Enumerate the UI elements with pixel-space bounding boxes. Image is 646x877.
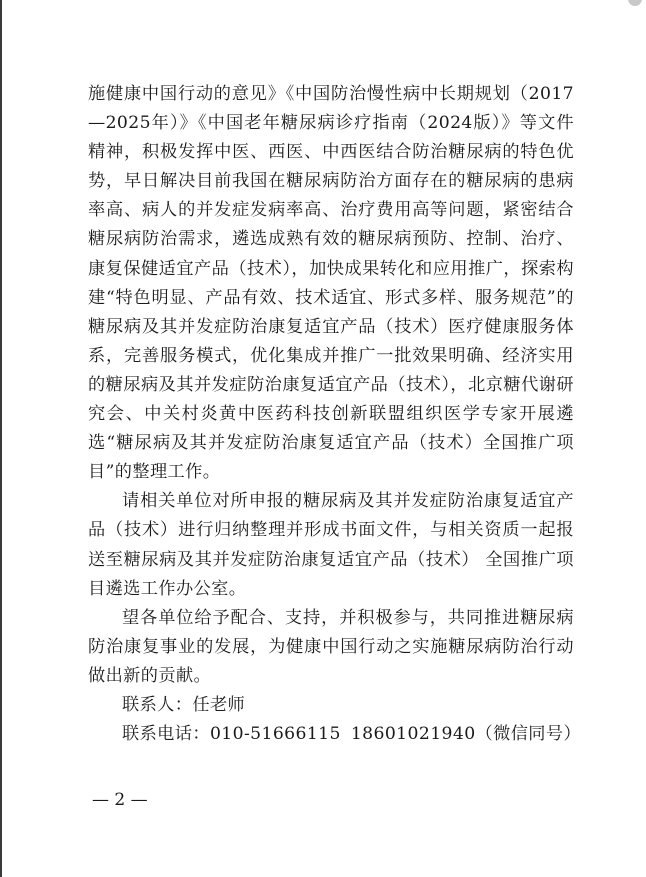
contact-phone-landline: 联系电话：010-51666115 <box>122 724 341 745</box>
page-left-border <box>0 0 2 877</box>
contact-person: 联系人：任老师 <box>122 694 246 715</box>
corner-mark <box>628 0 642 6</box>
contact-phone <box>88 720 582 750</box>
paragraph-submission-request: 请相关单位对所申报的糖尿病及其并发症防治康复适宜产品（技术）进行归纳整理并形成书面文件，与相关资质一起报送至糖尿病及其并发症防治康复适宜产品（技术） 全国推广项目遴选工作办公室。 <box>88 491 574 599</box>
paragraph-continuation: 施健康中国行动的意见》《中国防治慢性病中长期规划（2017—2025年）》《中国老年糖尿病诊疗指南（2024版）》等文件精神，积极发挥中医、西医、中西医结合防治糖尿病的特色优势，早日解决目前我国在糖尿病防治方面存在的糖尿病的患病率高、病人的并发症发病率高、治疗费用高等问题，紧密结合糖尿病防治需求，遴选成熟有效的糖尿病预防、控制、治疗、康复保健适宜产品（技术），加快成果转化和应用推广，探索构建“特色明显、产品有效、技术适宜、形式多样、服务规范”的糖尿病及其并发症防治康复适宜产品（技术）医疗健康服务体系，完善服务模式，优化集成并推广一批效果明确、经济实用的糖尿病及其并发症防治康复适宜产品（技术），北京糖代谢研究会、中关村炎黄中医药科技创新联盟组织医学专家开展遴选“糖尿病及其并发症防治康复适宜产品（技术）全国推广项目”的整理工作。 <box>88 84 574 483</box>
contact-phone-mobile: 18601021940（微信同号） <box>350 724 582 745</box>
page-number: — 2 — <box>92 790 148 810</box>
paragraph-closing-appeal: 望各单位给予配合、支持，并积极参与，共同推进糖尿病防治康复事业的发展，为健康中国行动之实施糖尿病防治行动做出新的贡献。 <box>88 607 574 686</box>
document-body <box>88 80 582 750</box>
